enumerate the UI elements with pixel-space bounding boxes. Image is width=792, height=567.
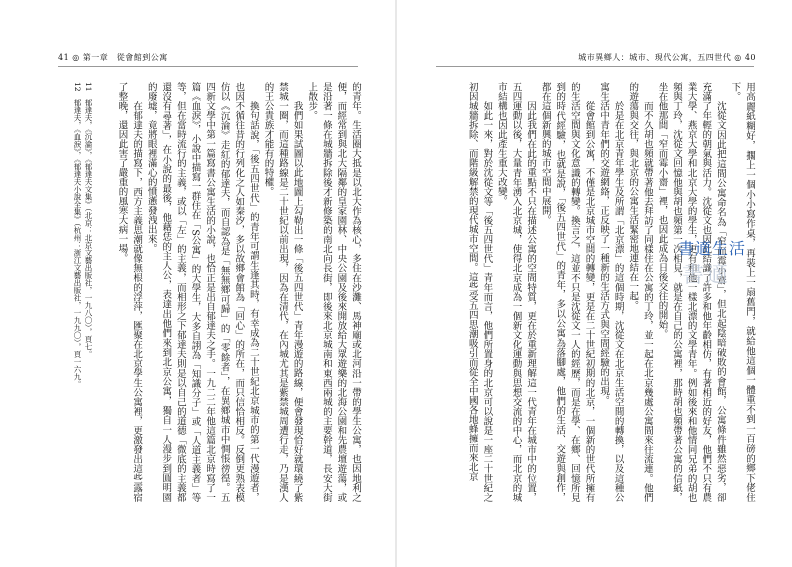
left-paragraph-1: 的青年。生活圈大抵是以北大作為核心，多住在沙灘、馬神廟或北河沿一帶的學生公寓，也因地利之便，而經常到與北大隔鄰的皇家園林、中央公園及後來開放給大眾遊樂的北海公園和先農壇遊蕩，或是沿著一條在城牆拆除後才新修築的南北向長街，即後來北京城南和東西兩城的主要幹道，長安大街上散步。 <box>306 82 361 502</box>
left-paragraph-2: 我們如果試圖以此地圖上勾勒出一條「後五四世代」青年漫遊的路線，便會發現恰好就環繞了紫禁城一圈，而這種路線是二十世紀以前出現，因為在清代，在內城尤其是紫禁城周遭行走，乃是漢人的王公貴族才能有的特權。 <box>262 82 303 502</box>
right-header-rule <box>436 66 754 67</box>
footnote-12: 12 郁達夫，《血淚》，《郁達夫小說全集》（杭州：浙江文藝出版社，一九九〇），頁一六九。 <box>73 82 82 388</box>
footnote-11: 11 郁達夫，《沉淪》，《郁達夫文集》（北京：北京文藝出版社，一九八〇），頁七。 <box>84 82 93 358</box>
right-paragraph-4: 從會館到公寓，不僅是北京城市空間的轉變，更是在二十世紀初期的北京，一個新的世代所擁有的生活空間與文化意識的轉變。換言之，這並不只是沈從文一人的經歷，而是在學、在鄉、回憶所見到的時代經驗，也就是說，「後五四世代」的青年，多以公寓為落腳處，他們的生活、交遊與創作，都在這個新興的城市空間中展開。 <box>539 82 595 502</box>
right-page-header: 城市異鄉人：城市、現代公寓，五四世代 ◎ 40 <box>578 53 756 62</box>
watermark-faint-text: 書適 <box>682 263 731 288</box>
publisher-watermark <box>678 236 746 292</box>
left-page-header: 41 ◎ 第一章 從會館到公寓 <box>58 53 168 62</box>
footnotes <box>54 82 94 502</box>
watermark-text: 書適生活 <box>678 239 747 258</box>
right-paragraph-5: 因此我們在此的重點不只在描述公寓的空間特質，更在於重新理解這一代青年在城市中的位置，五四運動以後，大量青年湧入北京城，使得北京成為一個新文化運動與思想交流的中心，而北京的城市結構也因此產生重大改變。 <box>495 82 537 502</box>
right-paragraph-2: 而不久胡也頻就帶著他去拜訪了同樣住在公寓的丁玲，並一起在北京幾處公寓間來往流連。他們的遊蕩與交往，與北京的公寓生活緊密地連結在一起。 <box>627 82 653 502</box>
right-paragraph-6: 如此一來，對於沈從文等「後五四世代」青年而言，他們所置身的北京可以說是一座二十世紀之初因城牆拆除、而階級解禁的現代城市空間。這些受五四思潮吸引而從全中國各地蜂擁而來北京 <box>466 82 493 502</box>
left-header-rule <box>58 66 358 67</box>
left-paragraph-3: 換句話說，「後五四世代」的青年可謂生逢其時，有幸成為二十世紀北京城市的第一代漫遊者，也因不循往昔的行列化之人如秦汐，多以故鄉會館為「回心」的所在，而只信恰相反。反倒更熟表模仿以《沉淪》走紅的郁達夫，而自認為是「無無鄉可歸」的「零餘者」，在異鄉城市中惆悵徬徨。五四新文學中第一篇寫書公寓生活的小說，也恰正是出自郁達夫之手。一九二二年他這篇北京時寫了一篇《血淚》，小說中描寫一群住在「S公寓」的大學生，大多自詡為「知識分子」或「人道主義者」等等，但在當時流行的主義，或以「左」的主義，而相形之下郁達夫則是以自己的道德「微底的主義都還沒有尋著」，在小說的最後，他藉恁的主人公，表達出他們來到北京公寓，獨自一人漫步到圓明園的廢墟，竟將眼裡滿心的憤懣發洩出來。 <box>145 82 259 502</box>
right-paragraph-1: 沈從文因此把這間公寓命名為「窄而霉小齋」，但北起陰暗破敗的會館，公寓條件雖然惡劣，卻充滿了年輕的朝氣與活力。沈從文也因此結識了許多和他年齡相仿，有著相近的好友，他們不只有農業大學、燕京大學和北京大學的學生，更有和他一樣北漂的文學青年。例如後來和他情同兄弟的胡也頻與丁玲，沈從文回憶他與胡也頻第一次相見，就是在自己的公寓裡，那時胡也頻帶著公寓的信紙，坐在他那間「窄而霉小齋」裡，也因此成為日後交往的開始。 <box>656 82 726 502</box>
left-page-body <box>100 82 362 502</box>
right-page-body <box>438 82 756 502</box>
right-paragraph-3: 於是在北京青年學生及所謂「北京漂」的這個時期，沈從文在北京生活空間的轉換，以及這種公寓生活中青年們的交遊網絡，正反映了一種新的生活方式與空間經驗的出現。 <box>598 82 624 502</box>
right-page <box>396 0 792 567</box>
right-paragraph-continued: 用高麗紙糊好，擱上一個小小寫作桌，再裝上一扇舊門，就給他這個一體重不到一百磅的鄉下佬住下。 <box>729 82 755 502</box>
left-paragraph-4: 在郁達夫的描寫下，西方主義思潮就像無根的浮萍，匯聚在北京學生公寓裡，更激發出這些露宿了整晚，還因此害了嚴重的風寒大病一場。 <box>116 82 143 502</box>
